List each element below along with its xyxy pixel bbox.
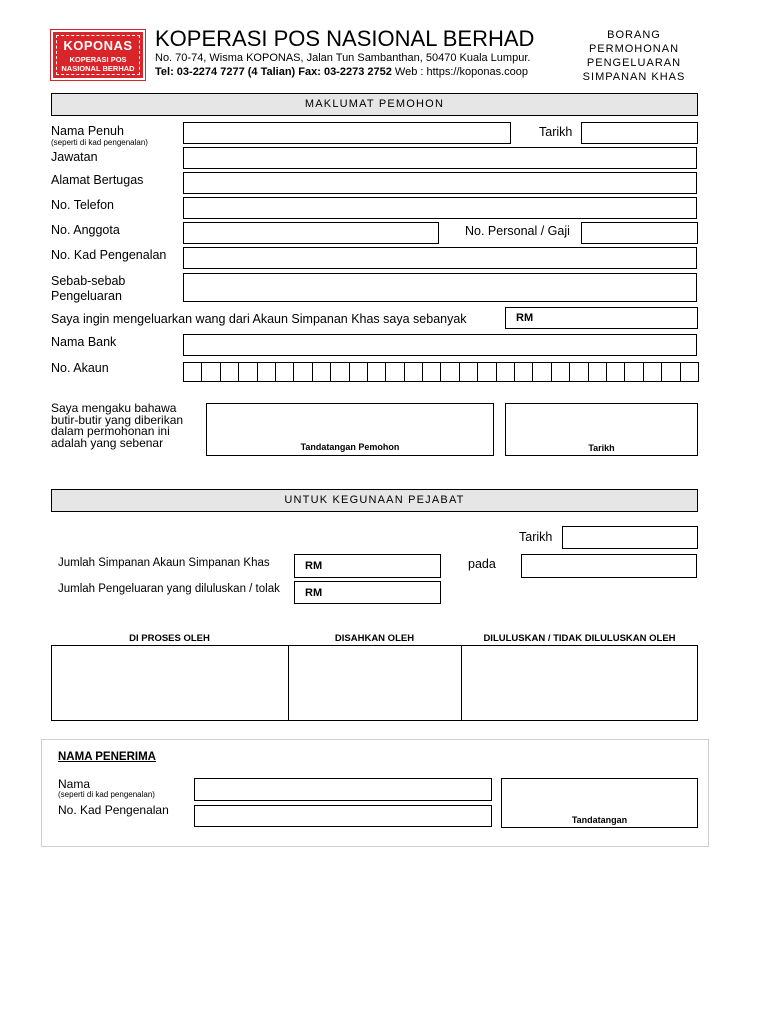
on-date-label: pada <box>468 557 496 571</box>
office-date-label: Tarikh <box>519 530 553 544</box>
approved-currency: RM <box>305 587 323 599</box>
reason-field[interactable] <box>183 273 697 302</box>
approval-table <box>51 645 698 721</box>
declaration-line: Saya mengaku bahawa <box>51 401 177 415</box>
work-address-label: Alamat Bertugas <box>51 173 144 187</box>
reason-label: Sebab-sebab <box>51 274 126 288</box>
member-no-label: No. Anggota <box>51 223 120 237</box>
position-label: Jawatan <box>51 150 98 164</box>
recipient-signature-caption: Tandatangan <box>571 815 628 825</box>
org-tel-fax: Tel: 03-2274 7277 (4 Talian) Fax: 03-2273 2752 <box>155 66 392 78</box>
account-number-grid[interactable] <box>183 362 699 382</box>
recipient-ic-label: No. Kad Pengenalan <box>58 803 169 817</box>
recipient-name-hint: (seperti di kad pengenalan) <box>58 790 155 799</box>
recipient-section <box>41 739 709 847</box>
reason-label-2: Pengeluaran <box>51 289 122 303</box>
phone-field[interactable] <box>183 197 697 219</box>
col-verified-by: DISAHKAN OLEH <box>334 633 415 644</box>
full-name-hint: (seperti di kad pengenalan) <box>51 138 148 147</box>
approved-label: Jumlah Pengeluaran yang diluluskan / tolak <box>58 583 280 595</box>
bank-field[interactable] <box>183 334 697 356</box>
work-address-field[interactable] <box>183 172 697 194</box>
org-contact <box>155 66 528 79</box>
col-processed-by: DI PROSES OLEH <box>129 633 210 644</box>
form-title-line: BORANG <box>607 29 661 41</box>
applicant-signature-date-box[interactable] <box>505 403 698 456</box>
recipient-ic-field[interactable] <box>194 805 492 827</box>
recipient-signature-box[interactable] <box>501 778 698 828</box>
org-name: KOPERASI POS NASIONAL BERHAD <box>155 26 535 51</box>
declaration <box>51 403 183 449</box>
ic-label: No. Kad Pengenalan <box>51 248 167 262</box>
office-date-field[interactable] <box>562 526 698 549</box>
applicant-signature-date-caption: Tarikh <box>588 443 615 453</box>
amount-currency: RM <box>516 312 534 324</box>
recipient-title: NAMA PENERIMA <box>58 751 156 763</box>
declaration-line: adalah yang sebenar <box>51 435 164 450</box>
table-divider <box>461 646 462 720</box>
form-title-line: PERMOHONAN <box>588 43 680 55</box>
koponas-logo <box>51 30 145 80</box>
logo-line-1: KOPERASI POS <box>69 55 127 64</box>
personal-no-field[interactable] <box>581 222 698 244</box>
section-office-use: UNTUK KEGUNAAN PEJABAT <box>51 489 698 512</box>
account-label: No. Akaun <box>51 361 109 375</box>
form-title-line: PENGELUARAN <box>586 57 682 69</box>
ic-field[interactable] <box>183 247 697 269</box>
approved-field[interactable] <box>294 581 441 604</box>
col-approved-by: DILULUSKAN / TIDAK DILULUSKAN OLEH <box>483 633 676 644</box>
form-title <box>570 28 698 84</box>
member-no-field[interactable] <box>183 222 439 244</box>
logo-line-2: NASIONAL BERHAD <box>61 64 135 73</box>
declaration-line: dalam permohonan ini <box>51 424 170 438</box>
bank-label: Nama Bank <box>51 335 117 349</box>
org-web: Web : https://koponas.coop <box>394 66 529 78</box>
full-name-label: Nama Penuh <box>51 124 124 138</box>
savings-field[interactable] <box>294 554 441 578</box>
date-label: Tarikh <box>539 125 573 139</box>
org-address: No. 70-74, Wisma KOPONAS, Jalan Tun Sambanthan, 50470 Kuala Lumpur. <box>155 52 531 64</box>
applicant-signature-box[interactable] <box>206 403 494 456</box>
savings-label: Jumlah Simpanan Akaun Simpanan Khas <box>58 557 270 569</box>
form-title-line: SIMPANAN KHAS <box>582 71 686 83</box>
table-divider <box>288 646 289 720</box>
savings-currency: RM <box>305 560 323 572</box>
savings-date-field[interactable] <box>521 554 697 578</box>
recipient-name-field[interactable] <box>194 778 492 801</box>
position-field[interactable] <box>183 147 697 169</box>
phone-label: No. Telefon <box>51 198 115 212</box>
personal-no-label: No. Personal / Gaji <box>465 224 570 238</box>
declaration-line: butir-butir yang diberikan <box>51 412 184 427</box>
applicant-signature-caption: Tandatangan Pemohon <box>300 442 400 452</box>
recipient-name-label: Nama <box>58 777 91 791</box>
date-field[interactable] <box>581 122 698 144</box>
logo-name: KOPONAS <box>63 38 133 53</box>
full-name-field[interactable] <box>183 122 511 144</box>
section-applicant-info: MAKLUMAT PEMOHON <box>51 93 698 116</box>
amount-statement: Saya ingin mengeluarkan wang dari Akaun Simpanan Khas saya sebanyak <box>51 312 467 326</box>
amount-field[interactable] <box>505 307 698 329</box>
